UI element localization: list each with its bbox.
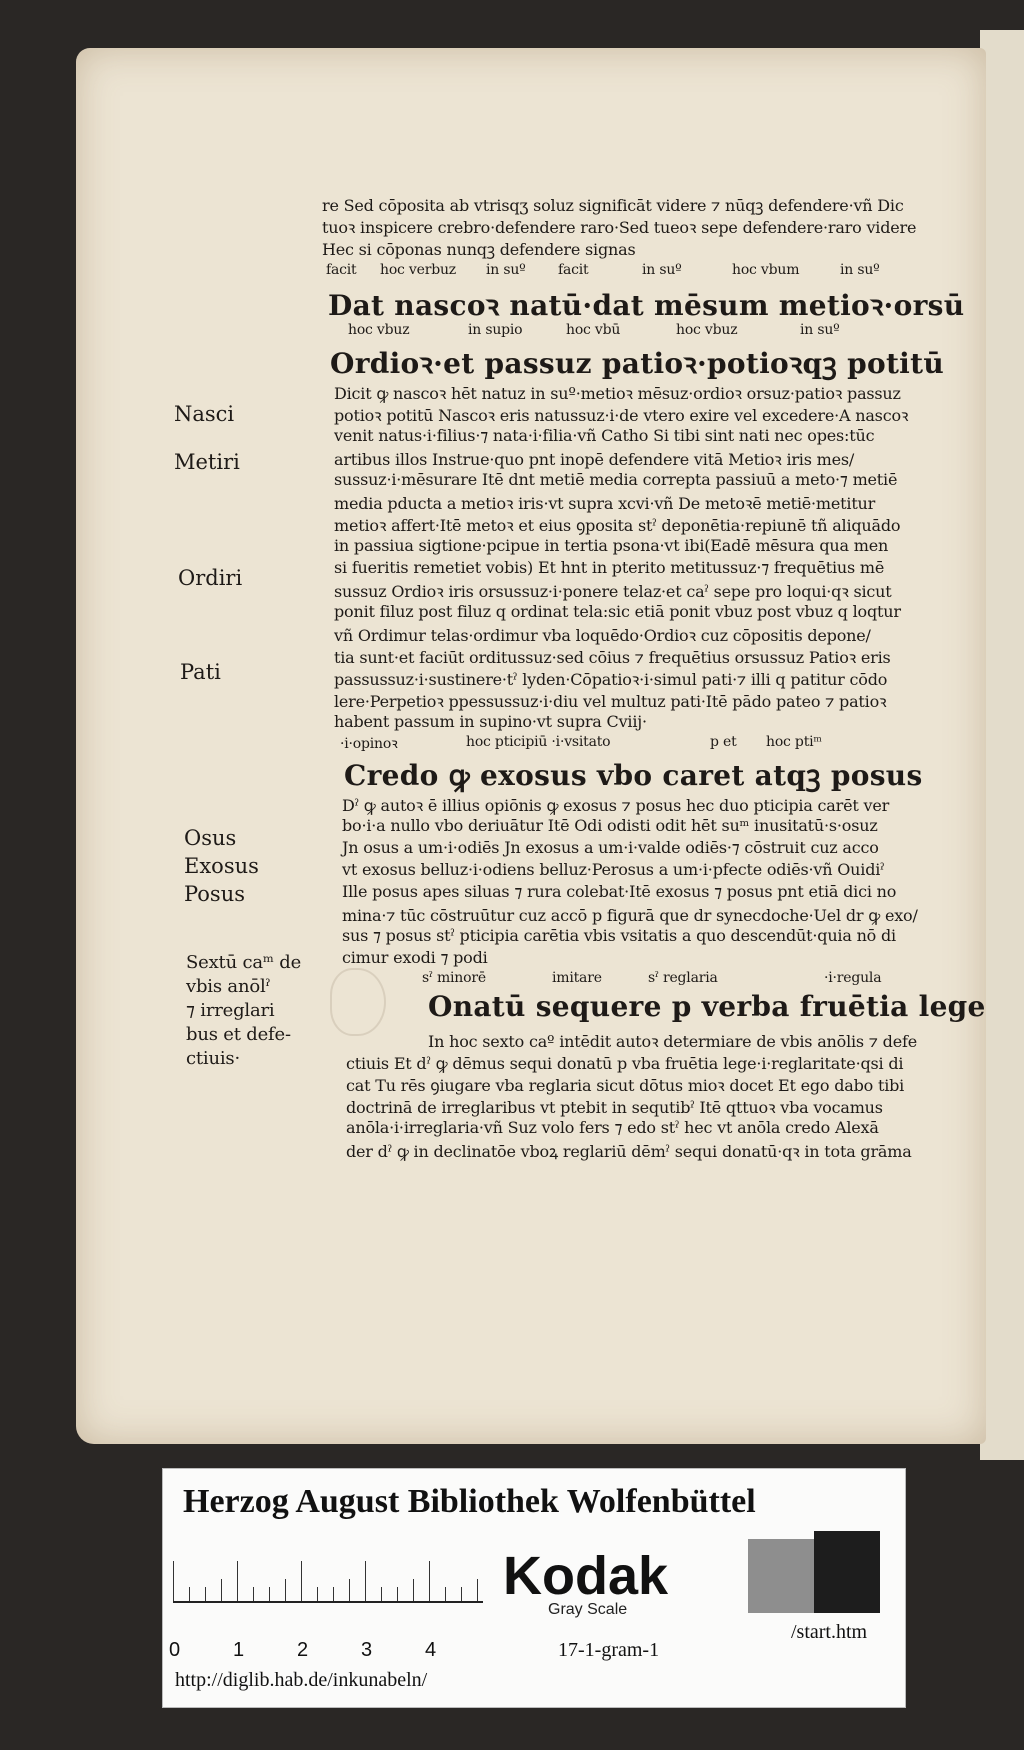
ruler-number: 1 [233,1639,245,1661]
interlinear-gloss: hoc vbum [732,262,800,278]
text-line: venit natus·i·filius·⁊ nata·i·filia·vñ Catho Si tibi sint nati nec opes:tūc [334,426,875,445]
text-line: doctrinā de irreglaribus vt ptebit in sequtibˀ Itē qttuoꝛ vba vocamus [346,1098,883,1117]
text-line: sus ⁊ posus stˀ pticipia carētia vbis vsitatis a quo descendūt·quia nō di [342,926,896,945]
ruler [173,1561,483,1603]
ruler-tick [445,1587,446,1601]
margin-note-sextum: ctiuis· [186,1048,240,1069]
interlinear-gloss: ·i·opinoꝛ [340,736,398,752]
ruler-tick [269,1587,270,1601]
facing-page-edge [980,30,1024,1460]
ruler-tick [365,1561,366,1601]
interlinear-gloss: sˀ reglaria [648,970,718,986]
margin-note-pati: Pati [180,660,221,684]
shelfmark-code: 17-1-gram-1 [558,1639,660,1661]
text-line: re Sed cōposita ab vtrisqʒ soluz significāt videre ⁊ nūqꝫ defendere·vñ Dic [322,196,904,215]
interlinear-gloss: in suº [800,322,840,338]
text-line: lere·Perpetioꝛ ppessussuz·i·diu vel multuz pati·Itē pādo pateo ⁊ patioꝛ [334,692,887,711]
text-line: artibus illos Instrue·quo pnt inopē defendere vitā Metioꝛ iris mes/ [334,450,855,469]
interlinear-gloss: in suº [840,262,880,278]
text-line: Dicit ꝙ nascoꝛ hēt natuz in suº·metioꝛ mēsuz·ordioꝛ orsuz·patioꝛ passuz [334,384,901,403]
start-path: /start.htm [791,1621,868,1643]
text-line: si fueritis remetiet vobis) Et hnt in pterito metitussuz·⁊ frequētius mē [334,558,885,577]
text-line: in passiua sigtione·pcipue in tertia psona·vt ibi(Eadē mēsura qua men [334,536,889,555]
ruler-tick [205,1587,206,1601]
ruler-tick [381,1587,382,1601]
ruler-number: 4 [425,1639,437,1661]
text-line: ponit filuz post filuz q ordinat tela:sic etiā ponit vbuz post vbuz q loqtur [334,602,901,621]
text-line: sussuz·i·mēsurare Itē dnt metiē media correpta passiuū a meto·⁊ metiē [334,470,898,489]
text-line: metioꝛ affert·Itē metoꝛ et eius ꝯposita stˀ deponētia·repiunē tñ aliquādo [334,516,901,535]
margin-note-exosus: Exosus [184,854,259,878]
ruler-tick [253,1587,254,1601]
interlinear-gloss: in suº [642,262,682,278]
text-line: Jn osus a um·i·odiēs Jn exosus a um·i·valde odiēs·⁊ cōstruit cuz acco [342,838,879,857]
margin-note-sextum: bus et defe- [186,1024,291,1045]
interlinear-gloss: hoc vbuz [676,322,738,338]
interlinear-gloss: in supio [468,322,523,338]
text-line: sussuz Ordioꝛ iris orsussuz·i·ponere telaz·et caˀ sepe pro loqui·qꝛ sicut [334,582,892,601]
ruler-tick [317,1587,318,1601]
margin-note-sextum: vbis anōlˀ [186,976,271,997]
ruler-tick [173,1561,174,1601]
text-line: anōla·i·irreglaria·vñ Suz volo fers ⁊ edo stˀ hec vt anōla credo Alexā [346,1118,879,1137]
interlinear-gloss: facit [558,262,589,278]
interlinear-gloss: facit [326,262,357,278]
ruler-number: 2 [297,1639,309,1661]
interlinear-gloss: hoc vbuz [348,322,410,338]
ruler-tick [349,1579,350,1601]
margin-note-osus: Osus [184,826,237,850]
gray-scale-label: Gray Scale [548,1601,628,1618]
text-line: cimur exodi ⁊ podi [342,948,488,967]
margin-note-metiri: Metiri [174,450,240,474]
black-swatch [814,1531,880,1613]
ruler-tick [397,1587,398,1601]
text-line: vt exosus belluz·i·odiens belluz·Perosus a um·i·pfecte odiēs·vñ Ouidiˀ [342,860,885,879]
gray-swatch [748,1539,814,1613]
text-line: mina·⁊ tūc cōstruūtur cuz accō p figurā que dr synecdoche·Uel dr ꝙ exo/ [342,906,918,925]
text-line: tuoꝛ inspicere crebro·defendere raro·Sed tueoꝛ sepe defendere·raro videre [322,218,917,237]
ruler-number: 3 [361,1639,373,1661]
interlinear-gloss: hoc pticipiū ·i·vsitato [466,734,611,750]
text-line: cat Tu rēs ꝯiugare vba reglaria sicut dōtus mioꝛ docet Et ego dabo tibi [346,1076,905,1095]
text-line: habent passum in supino·vt supra Cviij· [334,712,647,731]
text-line: passussuz·i·sustinere·tˀ lyden·Cōpatioꝛ·i·simul pati·⁊ illi q patitur cōdo [334,670,888,689]
margin-note-sextum: Sextū caᵐ de [186,952,302,973]
interlinear-gloss: imitare [552,970,602,986]
text-line: der dˀ ꝙ in declinatōe vboꝝ reglariū dēmˀ sequi donatū·qꝛ in tota grāma [346,1142,912,1161]
text-line: potioꝛ potitū Nascoꝛ eris natussuz·i·de vtero exire vel excedere·A nascoꝛ [334,406,909,425]
ruler-tick [237,1561,238,1601]
text-line: bo·i·a nullo vbo deriuātur Itē Odi odisti odit hēt suᵐ inusitatū·s·osuz [342,816,878,835]
verse-heading: Ordioꝛ·et passuz patioꝛ·potioꝛqꝫ potitū [330,347,945,380]
library-title: Herzog August Bibliothek Wolfenbüttel [183,1483,756,1520]
ruler-tick [413,1579,414,1601]
interlinear-gloss: ·i·regula [824,970,882,986]
interlinear-gloss: hoc verbuz [380,262,456,278]
source-url: http://diglib.hab.de/inkunabeln/ [175,1669,428,1691]
ruler-tick [285,1579,286,1601]
verse-heading: Credo ꝙ exosus vbo caret atqꝫ posus [344,759,923,792]
interlinear-gloss: sˀ minorē [422,970,486,986]
ruler-tick [429,1561,430,1601]
ruler-tick [333,1587,334,1601]
interlinear-gloss: p et [710,734,737,750]
verse-heading: Onatū sequere p verba fruētia lege [428,990,986,1023]
color-target-card [162,1468,906,1708]
margin-note-posus: Posus [184,882,246,906]
interlinear-gloss: in suº [486,262,526,278]
ruler-tick [221,1579,222,1601]
margin-note-sextum: ⁊ irreglari [186,1000,275,1021]
text-line: Hec si cōponas nunqꝫ defendere signas [322,240,636,259]
text-line: tia sunt·et faciūt orditussuz·sed cōius ⁊ frequētius orsussuz Patioꝛ eris [334,648,891,667]
text-line: media pducta a metioꝛ iris·vt supra xcvi·vñ De metoꝛē metiē·metitur [334,494,876,513]
text-line: vñ Ordimur telas·ordimur vba loquēdo·Ordioꝛ cuz cōpositis depone/ [334,626,871,645]
drop-cap-space [330,968,386,1036]
ruler-tick [461,1587,462,1601]
text-line: In hoc sexto caº intēdit autoꝛ determiare de vbis anōlis ⁊ defe [428,1032,917,1051]
ruler-number: 0 [169,1639,181,1661]
text-line: Dˀ ꝙ autoꝛ ē illius opiōnis ꝙ exosus ⁊ posus hec duo pticipia carēt ver [342,796,890,815]
verse-heading: Dat nascoꝛ natū·dat mēsum metioꝛ·orsū [328,289,965,322]
kodak-logo: Kodak [503,1546,669,1606]
text-line: ctiuis Et dˀ ꝙ dēmus sequi donatū p vba fruētia lege·i·reglaritate·qsi di [346,1054,904,1073]
ruler-tick [477,1579,478,1601]
interlinear-gloss: hoc vbū [566,322,621,338]
ruler-tick [189,1587,190,1601]
ruler-tick [301,1561,302,1601]
text-line: Ille posus apes siluas ⁊ rura colebat·Itē exosus ⁊ posus pnt etiā dici no [342,882,897,901]
margin-note-ordiri: Ordiri [178,566,243,590]
interlinear-gloss: hoc ptiᵐ [766,734,822,750]
margin-note-nasci: Nasci [174,402,235,426]
